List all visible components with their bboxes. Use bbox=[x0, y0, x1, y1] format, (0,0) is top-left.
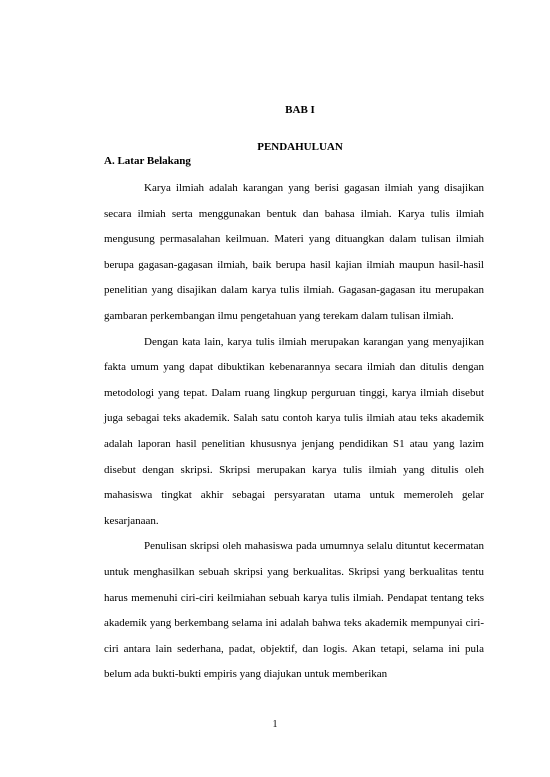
paragraph-2: Dengan kata lain, karya tulis ilmiah merupakan karangan yang menyajikan fakta umum yang dapat dibuktikan kebenarannya secara ilmiah dan ditulis dengan metodologi yang tepat. Dalam ruang lingkup perguruan tinggi, karya ilmiah disebut juga sebagai teks akademik. Salah satu contoh karya tulis ilmiah atau teks akademik adalah laporan hasil penelitian khususnya jenjang pendidikan S1 atau yang lazim disebut dengan skripsi. Skripsi merupakan karya tulis ilmiah yang ditulis oleh mahasiswa tingkat akhir sebagai persyaratan utama untuk memeroleh gelar kesarjanaan. bbox=[104, 335, 484, 527]
chapter-label: BAB I bbox=[285, 104, 315, 116]
section-heading: A. Latar Belakang bbox=[104, 155, 191, 167]
paragraph-3: Penulisan skripsi oleh mahasiswa pada umumnya selalu dituntut kecermatan untuk menghasilkan sebuah skripsi yang berkualitas. Skripsi yang berkualitas tentu harus memenuhi ciri-ciri keilmiahan sebuah karya tulis ilmiah. Pendapat tentang teks akademik yang berkembang selama ini adalah bahwa teks akademik mempunyai ciri-ciri antara lain sederhana, padat, objektif, dan logis. Akan tetapi, selama ini pula belum ada bukti-bukti empiris yang diajukan untuk memberikan bbox=[104, 540, 484, 681]
paragraph-1: Karya ilmiah adalah karangan yang berisi gagasan ilmiah yang disajikan secara ilmiah serta menggunakan bentuk dan bahasa ilmiah. Karya tulis ilmiah mengusung permasalahan keilmuan. Materi yang dituangkan dalam tulisan ilmiah berupa gagasan-gagasan ilmiah, baik berupa hasil kajian ilmiah maupun hasil-hasil penelitian yang disajikan dalam karya tulis ilmiah. Gagasan-gagasan itu merupakan gambaran perkembangan ilmu pengetahuan yang terekam dalam tulisan ilmiah. bbox=[104, 182, 484, 322]
chapter-title: PENDAHULUAN bbox=[257, 141, 343, 153]
body-text bbox=[104, 176, 484, 688]
page-number: 1 bbox=[272, 719, 278, 730]
